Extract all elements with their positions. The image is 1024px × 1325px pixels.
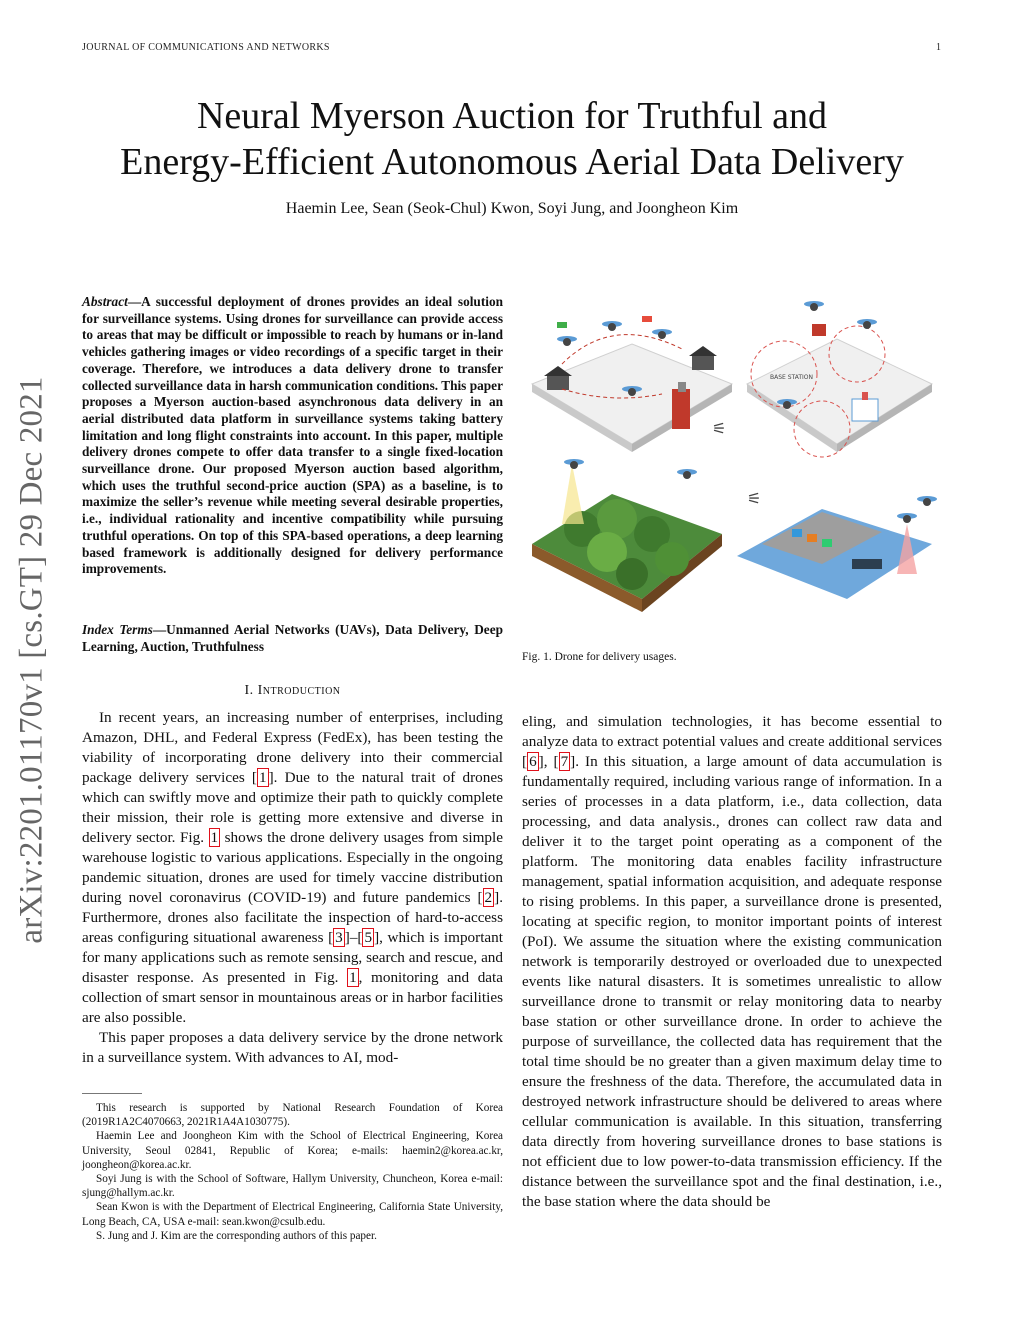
dash: – (349, 929, 358, 946)
figure-caption: Fig. 1. Drone for delivery usages. (522, 651, 677, 663)
figure-ref-2[interactable]: 1 (349, 969, 357, 986)
drone-icon (677, 469, 697, 479)
abstract-label: Abstract (82, 294, 128, 309)
intro-paragraph-2: This paper proposes a data delivery service by the drone network in a surveillance system. With advances to AI, mod- (82, 1029, 503, 1066)
figure-ref-1[interactable]: 1 (210, 829, 219, 846)
text-run: . Furthermore, drones also facilitate the inspection of hard-to-access areas configuring situational awareness (82, 889, 503, 946)
ship-icon (852, 559, 882, 569)
intro-left-column (82, 708, 503, 1068)
arxiv-stamp (8, 350, 56, 970)
footnote-affiliation-3: Sean Kwon is with the Department of Electrical Engineering, California State University, Long Beach, CA, USA e-mail: sean.kwon@csulb.edu. (82, 1201, 503, 1228)
footnote-affiliation-2: Soyi Jung is with the School of Software, Hallym University, Chuncheon, Korea e-mail: sjung@hallym.ac.kr. (82, 1173, 503, 1200)
arxiv-id: arXiv:2201.01170v1 [cs.GT] 29 Dec 2021 (13, 376, 50, 944)
footnote-affiliation-1: Haemin Lee and Joongheon Kim with the School of Electrical Engineering, Korea University, Seoul 02841, Republic of Korea; e-mails: haemin2@korea.ac.kr, joongheon@korea.ac.kr. (82, 1130, 503, 1171)
footnote-rule (82, 1093, 142, 1094)
container-icon (822, 539, 832, 547)
section-number: I. (244, 683, 254, 698)
paper-title-line-1: Neural Myerson Auction for Truthful and (196, 95, 828, 137)
index-terms-label: Index Terms (82, 622, 153, 637)
text-run: , which is important for many applications such as remote sensing, search and rescue, and disaster response. As presented in Fig. (82, 929, 503, 986)
battery-icon (557, 322, 567, 328)
text-run: . Due to the natural trait of drones which can swiftly move and optimize their path to quickly complete their mission, their role is getting more extensive and diverse in delivery sector. Fig. (82, 769, 504, 846)
section-title: Introduction (257, 683, 341, 698)
forest-panel (532, 459, 722, 612)
text-run: , monitoring and data collection of smart sensor in mountainous areas or in harbor facilities are also possible. (82, 969, 503, 1026)
section-heading (82, 683, 503, 699)
footnote-corresponding: S. Jung and J. Kim are the corresponding authors of this paper. (96, 1229, 377, 1242)
base-station-label: BASE STATION (770, 374, 814, 381)
footnote-funding: This research is supported by National Research Foundation of Korea (2019R1A2C4070663, 2021R1A4A1030775). (82, 1102, 503, 1129)
warehouse-icon (547, 374, 569, 390)
citation-3[interactable]: 3 (335, 929, 343, 946)
index-terms-text: —Unmanned Aerial Networks (UAVs), Data Delivery, Deep Learning, Auction, Truthfulness (82, 622, 504, 654)
intro-paragraph-1: In recent years, an increasing number of enterprises, including Amazon, DHL, and Federal Express (FedEx), has been testing the viability of incorporating drone delivery into their commercial package delivery services [ 1 ]. Due to the natural trait of drones which can swiftly move and optimize their path to quickly complete their mission, their role is getting more extensive and diverse in delivery sector. Fig. 1 shows the drone delivery usages from simple warehouse logistic to various applications. Especially in the ongoing pandemic situation, drones are used for timely vaccine distribution during novel coronavirus (COVID-19) and future pandemics [ 2 ]. Furthermore, drones also facilitate the inspection of hard-to-access areas configuring situational awareness [ 3 ]–[ 5 ], which is important for many applications such as remote sensing, search and rescue, and disaster response. As presented in Fig. 1 , monitoring and data collection of smart sensor in mountainous areas or in harbor facilities are also possible. (82, 709, 504, 1026)
base-station-panel (747, 301, 932, 457)
citation-2[interactable]: 2 (484, 889, 493, 906)
text-run: . In this situation, a large amount of data accumulation is fundamentally required, including various range of information. In a series of processes in a data platform, i.e., data collection, data processing, and data analysis., drones can collect raw data and deliver it to the target point operating as a component of the platform. The monitoring data enables facility infrastructure management, spatial information acquisition, and adequate response to rising problems. In this paper, a surveillance drone is presented, locating at specific region, to monitor important points of interest (PoI). We assume the situation where the existing communication network is temporarily destroyed or overloaded due to unexpected events like natural disasters. It is sometimes unrealistic to allow surveillance drone to transmit or relay monitoring data to nearby base station or other surveillance drone. In order to achieve the purpose of surveillance, the collected data has requirement that the total time should be no greater than a given maximum delay time to ensure the freshness of the data. Therefore, the accumulated data in destroyed network infrastructure should be delivered to areas where cellular communication is available. In this situation, transferring data directly from hovering surveillance drones to base stations is not efficient due to low power-to-data transmission efficiency. If the distance between the surveillance spot and the final destination, i.e., the base station where the data should be (522, 753, 942, 1210)
text-run: In recent years, an increasing number of enterprises, including Amazon, DHL, and Federal Express (FedEx), has been testing the viability of incorporating drone delivery into their commercial package delivery services (82, 709, 503, 786)
author-list: Haemin Lee, Sean (Seok-Chul) Kwon, Soyi Jung, and Joongheon Kim (285, 200, 739, 217)
citation-1[interactable]: 1 (258, 769, 267, 786)
drone-icon (602, 321, 622, 331)
abstract (82, 294, 503, 578)
drone-icon (917, 496, 937, 506)
paper-title-line-2: Energy-Efficient Autonomous Aerial Data Delivery (120, 141, 904, 183)
antenna-icon: ⚟ (712, 421, 727, 438)
page-number: 1 (936, 42, 942, 53)
drone-icon (897, 513, 917, 523)
container-icon (792, 529, 802, 537)
text-run: , (543, 753, 554, 770)
citation-5[interactable]: 5 (364, 929, 373, 946)
warehouse-panel (532, 316, 732, 452)
package-icon (812, 324, 826, 336)
warehouse-icon (692, 354, 714, 370)
container-icon (807, 534, 817, 542)
drone-icon (857, 319, 877, 329)
hospital-icon (852, 399, 878, 421)
citation-7[interactable]: 7 (560, 753, 569, 770)
figure-1 (522, 294, 948, 616)
intro-right-column (522, 712, 942, 1212)
figure-illustration (522, 294, 948, 616)
footnotes (82, 1101, 503, 1243)
drone-icon (652, 329, 672, 339)
building-icon (672, 389, 690, 429)
drone-icon (557, 336, 577, 346)
antenna-icon: ⚟ (747, 491, 762, 508)
scan-beam (562, 464, 584, 524)
battery-icon (642, 316, 652, 322)
drone-icon (564, 459, 584, 469)
running-header: JOURNAL OF COMMUNICATIONS AND NETWORKS (82, 42, 330, 53)
index-terms (82, 622, 503, 655)
drone-icon (804, 301, 824, 311)
harbor-panel (737, 491, 937, 599)
text-run: eling, and simulation technologies, it has become essential to analyze data to extract potential values and create additional services (522, 713, 942, 750)
citation-6[interactable]: 6 (529, 753, 537, 770)
abstract-text: —A successful deployment of drones provides an ideal solution for surveillance systems. Using drones for surveillance can provide access to areas that may be difficult or impossible to reach by humans or in-land vehicles gathering images or video recordings of a specific target in their coverage. Therefore, we introduces a data delivery drone to transfer collected surveillance data in harsh communication conditions. This paper proposes a Myerson auction-based asynchronous data delivery in an aerial distributed data platform in surveillance systems taking battery limitation and long flight constraints into account. In this paper, multiple delivery drones compete to offer data transfer to a single fixed-location surveillance drone. Our proposed Myerson auction based algorithm, which uses the truthful second-price auction (SPA) as a baseline, is to maximize the seller’s revenue while meeting several desirable properties, i.e., individual rationality and incentive compatibility while pursuing truthful operations. On top of this SPA-based operations, a deep learning based framework is additionally designed for delivery performance improvements. (82, 294, 503, 577)
text-run: shows the drone delivery usages from simple warehouse logistic to various applications. Especially in the ongoing pandemic situation, drones are used for timely vaccine distribution during novel coronavirus (COVID-19) and future pandemics (82, 829, 503, 906)
right-column-paragraph: eling, and simulation technologies, it has become essential to analyze data to extract potential values and create additional services [ 6 ], [ 7 ]. In this situation, a large amount of data accumulation is fundamentally required, including various range of information. In a series of processes in a data platform, i.e., data collection, data processing, and data analysis., drones can collect raw data and deliver it to the target point operating as a component of the platform. The monitoring data enables facility infrastructure management, spatial information acquisition, and adequate response to rising problems. In this paper, a surveillance drone is presented, locating at specific region, to monitor important points of interest (PoI). We assume the situation where the existing communication network is temporarily destroyed or overloaded due to unexpected events like natural disasters. It is sometimes unrealistic to allow surveillance drone to transmit or relay monitoring data to nearby base station or other surveillance drone. In order to achieve the purpose of surveillance, the collected data has requirement that the total time should be no greater than a given maximum delay time to ensure the freshness of the data. Therefore, the accumulated data in destroyed network infrastructure should be delivered to areas where cellular communication is available. In this situation, transferring data directly from hovering surveillance drones to base stations is not efficient due to low power-to-data transmission efficiency. If the distance between the surveillance spot and the final destination, i.e., the base station where the data should be (522, 713, 942, 1210)
